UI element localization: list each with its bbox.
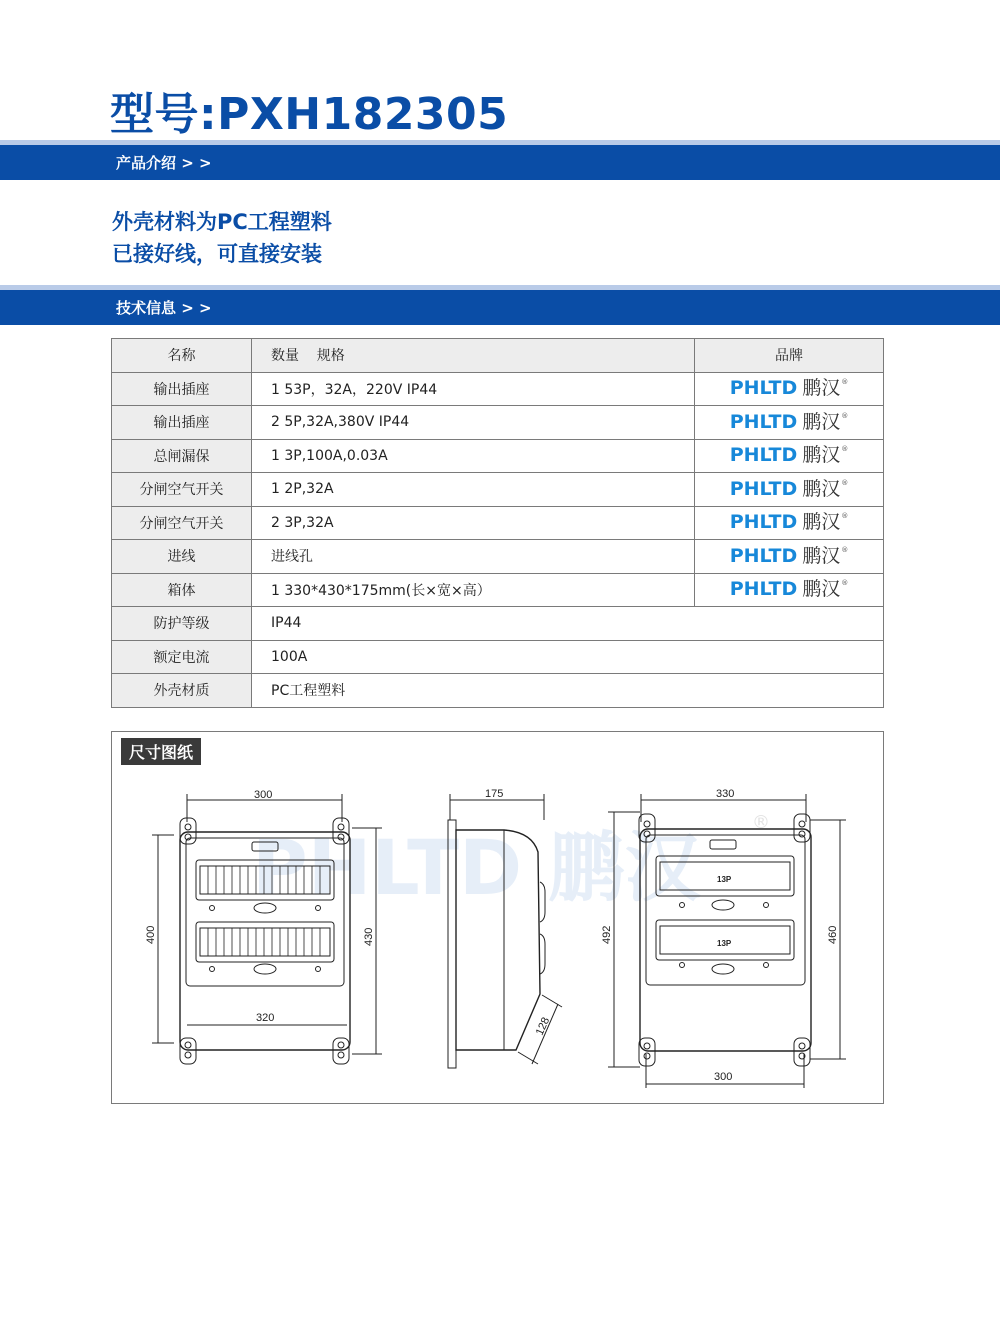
brand-logo: PHLTD 鹏汉 ® (729, 511, 849, 534)
brand-logo: PHLTD 鹏汉 ® (729, 578, 849, 601)
brand-logo-cell (695, 439, 884, 473)
header-name: 名称 (112, 339, 252, 373)
intro-line-install: 已接好线，可直接安装 (112, 242, 322, 266)
row-name: 外壳材质 (112, 674, 252, 708)
section-label-product-intro: 产品介绍 > > (116, 154, 212, 172)
row-name: 分闸空气开关 (112, 506, 252, 540)
row-spec: 2 3P,32A (252, 506, 695, 540)
table-row (112, 473, 884, 507)
module-label-2: 13P (717, 939, 732, 948)
intro-line-material: 外壳材料为PC工程塑料 (112, 210, 332, 234)
dim-back-bottom: 300 (714, 1071, 733, 1083)
page-title: 型号:PXH182305 (110, 89, 509, 140)
table-row (112, 372, 884, 406)
dim-back-right: 460 (827, 925, 839, 944)
row-spec: 1 53P，32A，220V IP44 (252, 372, 695, 406)
brand-logo-cell (695, 540, 884, 574)
row-name: 分闸空气开关 (112, 473, 252, 507)
brand-logo: PHLTD 鹏汉 ® (729, 410, 849, 433)
row-spec: 进线孔 (252, 540, 695, 574)
row-spec: 2 5P,32A,380V IP44 (252, 406, 695, 440)
dim-front-right: 430 (363, 927, 375, 946)
brand-logo-cell (695, 506, 884, 540)
drawing-label: 尺寸图纸 (121, 738, 201, 765)
watermark: PHLTD 鹏汉 (252, 823, 701, 912)
brand-logo-cell (695, 473, 884, 507)
table-row (112, 573, 884, 607)
brand-logo: PHLTD 鹏汉 ® (729, 444, 849, 467)
table-row (112, 439, 884, 473)
brand-logo-cell (695, 573, 884, 607)
row-name: 额定电流 (112, 640, 252, 674)
table-row (112, 506, 884, 540)
header-spec: 数量 规格 (252, 339, 695, 373)
brand-logo: PHLTD 鹏汉 ® (729, 477, 849, 500)
module-label-1: 13P (717, 875, 732, 884)
row-name: 输出插座 (112, 372, 252, 406)
dim-side-top: 175 (485, 788, 504, 800)
brand-logo: PHLTD 鹏汉 ® (729, 544, 849, 567)
dimension-drawing (111, 731, 884, 1104)
row-spec: 1 3P,100A,0.03A (252, 439, 695, 473)
dim-side-angle: 128 (533, 1015, 553, 1038)
watermark-reg-mark: ® (752, 812, 770, 833)
brand-logo-cell (695, 406, 884, 440)
row-spec: PC工程塑料 (252, 674, 884, 708)
row-name: 总闸漏保 (112, 439, 252, 473)
table-row (112, 406, 884, 440)
row-name: 进线 (112, 540, 252, 574)
table-row (112, 540, 884, 574)
brand-logo-cell (695, 372, 884, 406)
table-header-row (112, 339, 884, 373)
dim-front-top: 300 (254, 789, 273, 801)
spec-table (111, 338, 884, 708)
table-row (112, 674, 884, 708)
section-bar-tech-info (0, 285, 1000, 325)
row-spec: 1 2P,32A (252, 473, 695, 507)
brand-logo: PHLTD 鹏汉 ® (729, 377, 849, 400)
section-bar-product-intro (0, 140, 1000, 180)
dim-front-left: 400 (145, 925, 157, 944)
dim-back-left: 492 (601, 925, 613, 944)
row-name: 输出插座 (112, 406, 252, 440)
row-name: 防护等级 (112, 607, 252, 641)
dim-back-top: 330 (716, 788, 735, 800)
dim-front-bottom: 320 (256, 1012, 275, 1024)
row-spec: 1 330*430*175mm(长×宽×高） (252, 573, 695, 607)
table-row (112, 640, 884, 674)
row-spec: IP44 (252, 607, 884, 641)
row-name: 箱体 (112, 573, 252, 607)
row-spec: 100A (252, 640, 884, 674)
table-row (112, 607, 884, 641)
drawing-svg (112, 732, 884, 1104)
section-label-tech-info: 技术信息 > > (116, 299, 212, 317)
header-brand: 品牌 (695, 339, 884, 373)
